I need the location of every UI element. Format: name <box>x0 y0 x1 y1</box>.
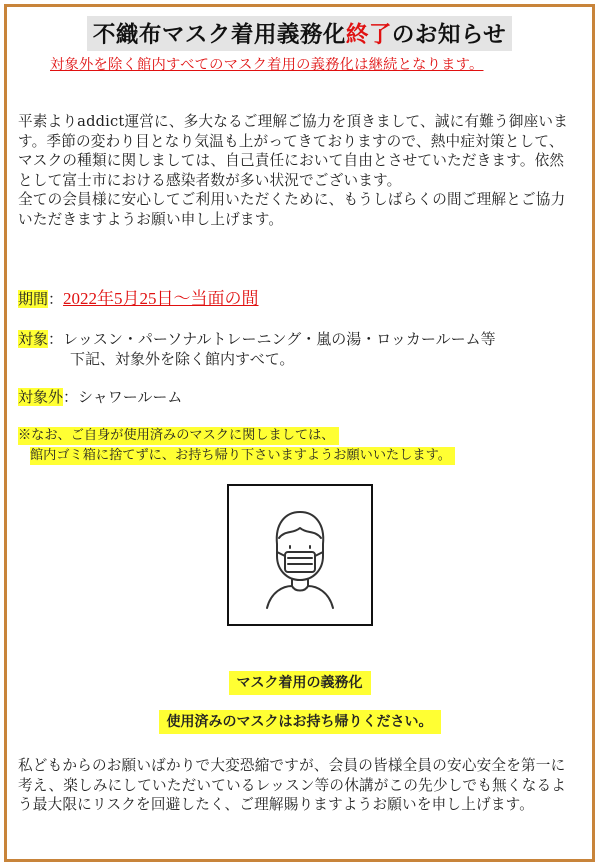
intro-text: 平素よりaddict運営に、多大なるご理解ご協力を頂きまして、誠に有難う御座います。季節の変わり目となり気温も上がってきておりますので、熱中症対策として、マスクの種類に関しましては、自己責任において自由とさせていただきます。依然として富士市における感染者数が多い状況でございます。 全ての会員様に安心してご利用いただくために、もうしばらくの間ご理解とご協力いただきますようお願い申し上げます。 <box>18 113 568 228</box>
target-line2: 下記、対象外を除く館内すべて。 <box>70 350 295 368</box>
closing-paragraph <box>18 756 576 815</box>
masked-person-icon <box>229 486 371 624</box>
title-highlight: 終了 <box>345 22 392 48</box>
target-line1: レッスン・パーソナルトレーニング・嵐の湯・ロッカールーム等 <box>63 330 496 348</box>
excluded-sep: ： <box>63 388 79 406</box>
title-wrap <box>0 16 599 51</box>
banner-takehome-text: 使用済みのマスクはお持ち帰りください。 <box>159 710 441 734</box>
period-sep: ： <box>48 290 64 308</box>
period-value: 2022年5月25日〜当面の間 <box>63 289 259 308</box>
closing-text: 私どもからのお願いばかりで大変恐縮ですが、会員の皆様全員の安心安全を第一に考え、楽しみにしていただいているレッスン等の休講がこの先少しでも無くなるよう最大限にリスクを回避したく、ご理解賜りますようお願いを申し上げます。 <box>18 757 567 813</box>
banner-mandatory-text: マスク着用の義務化 <box>229 671 371 695</box>
excluded-label: 対象外 <box>18 388 64 406</box>
note-line2: 館内ゴミ箱に捨てずに、お持ち帰り下さいますようお願いいたします。 <box>30 447 455 465</box>
target-line2-row <box>70 349 294 369</box>
banner-takehome <box>0 711 599 731</box>
title-part1: 不織布マスク着用義務化 <box>92 22 346 48</box>
title-part2: のお知らせ <box>391 22 507 48</box>
period-label: 期間 <box>18 290 49 308</box>
intro-paragraph <box>18 112 574 229</box>
subtitle: 対象外を除く館内すべてのマスク着用の義務化は継続となります。 <box>50 57 484 73</box>
excluded-value: シャワールーム <box>78 388 183 406</box>
note-line1: ※なお、ご自身が使用済みのマスクに関しましては、 <box>18 427 339 445</box>
target-label: 対象 <box>18 330 49 348</box>
banner-mandatory <box>0 672 599 692</box>
target-sep: ： <box>48 330 64 348</box>
target-row <box>18 329 496 349</box>
excluded-row <box>18 387 182 407</box>
illustration-box <box>227 484 373 626</box>
period-row <box>18 289 259 309</box>
page-title <box>87 16 512 51</box>
